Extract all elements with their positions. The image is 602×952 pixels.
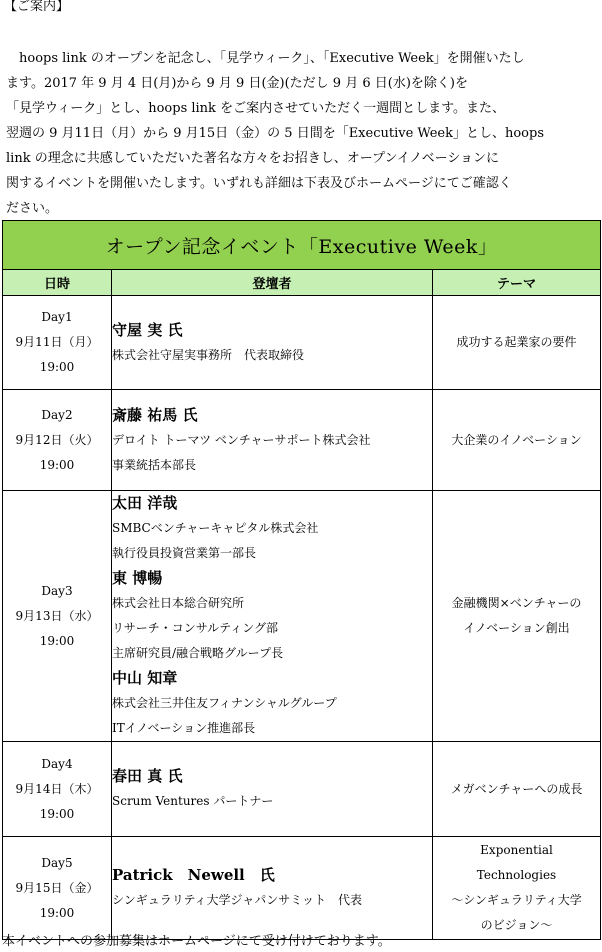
table-row bbox=[3, 390, 601, 491]
theme-line: イノベーション創出 bbox=[463, 621, 570, 635]
theme-cell bbox=[433, 491, 601, 742]
time-label: 19:00 bbox=[39, 457, 75, 472]
speaker-affiliation: Scrum Ventures パートナー bbox=[112, 794, 274, 808]
date-cell bbox=[3, 742, 112, 837]
speaker-affiliation: SMBCベンチャーキャピタル株式会社 bbox=[112, 521, 319, 535]
intro-line: 関するイベントを開催いたします。いずれも詳細は下表及びホームページにてご確認く bbox=[6, 176, 512, 191]
theme-cell bbox=[433, 390, 601, 491]
theme-line: 成功する起業家の要件 bbox=[456, 335, 577, 349]
date-label: 9月12日（火） bbox=[15, 432, 99, 447]
section-heading: 【ご案内】 bbox=[4, 0, 70, 14]
theme-line: ～シンギュラリティ大学 bbox=[451, 893, 582, 907]
time-label: 19:00 bbox=[39, 633, 75, 648]
speaker-affiliation: 株式会社三井住友フィナンシャルグループ bbox=[112, 696, 337, 710]
column-header-speaker: 登壇者 bbox=[112, 270, 433, 296]
day-label: Day5 bbox=[41, 855, 73, 870]
theme-cell bbox=[433, 837, 601, 940]
speaker-name: 太田 洋哉 bbox=[112, 494, 178, 512]
table-title: オープン記念イベント「Executive Week」 bbox=[3, 221, 601, 270]
speaker-affiliation: リサーチ・コンサルティング部 bbox=[112, 621, 278, 635]
footer-note: 本イベントへの参加募集はホームページにて受け付けております。 bbox=[2, 934, 391, 949]
speaker-cell bbox=[112, 491, 433, 742]
theme-cell bbox=[433, 742, 601, 837]
date-cell bbox=[3, 491, 112, 742]
table-row bbox=[3, 837, 601, 940]
theme-line: 金融機関×ベンチャーの bbox=[451, 596, 582, 610]
speaker-cell bbox=[112, 837, 433, 940]
speaker-affiliation: 株式会社守屋実事務所 代表取締役 bbox=[112, 347, 305, 362]
speaker-name: 春田 真 氏 bbox=[112, 767, 183, 785]
date-cell bbox=[3, 837, 112, 940]
intro-line: 翌週の 9 月11日（月）から 9 月15日（金）の 5 日間を「Executive Week」とし、hoops bbox=[6, 126, 544, 141]
time-label: 19:00 bbox=[39, 360, 75, 374]
table-row bbox=[3, 296, 601, 390]
speaker-name: 斎藤 祐馬 氏 bbox=[112, 405, 198, 424]
day-label: Day3 bbox=[41, 583, 73, 598]
theme-line: のビジョン～ bbox=[480, 918, 553, 932]
theme-cell bbox=[433, 296, 601, 390]
time-label: 19:00 bbox=[39, 905, 75, 920]
day-label: Day4 bbox=[41, 756, 73, 771]
event-table bbox=[2, 220, 601, 940]
theme-line: 大企業のイノベーション bbox=[451, 432, 582, 447]
time-label: 19:00 bbox=[39, 806, 75, 821]
intro-line: link の理念に共感していただいた著名な方々をお招きし、オープンイノベーションに bbox=[6, 151, 500, 166]
table-title-row bbox=[3, 221, 601, 270]
intro-line: ます。2017 年 9 月 4 日(月)から 9 月 9 日(金)(ただし 9 月 6 日(水)を除く)を bbox=[6, 76, 468, 91]
intro-line: 「見学ウィーク」とし、hoops link をご案内させていただく一週間とします。また、 bbox=[6, 101, 506, 116]
date-cell bbox=[3, 296, 112, 390]
intro-paragraph bbox=[6, 46, 596, 221]
speaker-name: Patrick Newell 氏 bbox=[112, 866, 275, 884]
speaker-affiliation: 事業統括本部長 bbox=[112, 457, 197, 472]
table-row bbox=[3, 491, 601, 742]
column-header-date: 日時 bbox=[3, 270, 112, 296]
column-header-theme: テーマ bbox=[433, 270, 601, 296]
speaker-name: 中山 知章 bbox=[112, 669, 178, 687]
speaker-cell bbox=[112, 742, 433, 837]
date-cell bbox=[3, 390, 112, 491]
date-label: 9月14日（木） bbox=[15, 781, 99, 796]
theme-line: Exponential bbox=[480, 843, 553, 857]
speaker-affiliation: デロイト トーマツ ベンチャーサポート株式会社 bbox=[112, 432, 371, 447]
intro-line: hoops link のオープンを記念し、「見学ウィーク」、「Executive Week」を開催いたし bbox=[6, 51, 525, 66]
day-label: Day1 bbox=[41, 310, 73, 324]
theme-line: Technologies bbox=[476, 868, 557, 882]
table-header-row bbox=[3, 270, 601, 296]
day-label: Day2 bbox=[41, 407, 73, 422]
date-label: 9月11日（月） bbox=[15, 335, 99, 349]
speaker-affiliation: ITイノベーション推進部長 bbox=[112, 721, 256, 735]
date-label: 9月13日（水） bbox=[15, 608, 99, 623]
date-label: 9月15日（金） bbox=[15, 880, 99, 895]
speaker-cell bbox=[112, 296, 433, 390]
speaker-affiliation: 執行役員投資営業第一部長 bbox=[112, 546, 257, 560]
speaker-name: 東 博暢 bbox=[112, 569, 163, 587]
speaker-affiliation: 主席研究員/融合戦略グループ長 bbox=[112, 646, 284, 660]
speaker-affiliation: 株式会社日本総合研究所 bbox=[112, 596, 245, 610]
speaker-affiliation: シンギュラリティ大学ジャパンサミット 代表 bbox=[112, 893, 363, 907]
intro-line: ださい。 bbox=[6, 201, 59, 216]
theme-line: メガベンチャーへの成長 bbox=[450, 781, 583, 796]
speaker-cell bbox=[112, 390, 433, 491]
table-row bbox=[3, 742, 601, 837]
speaker-name: 守屋 実 氏 bbox=[112, 320, 183, 339]
